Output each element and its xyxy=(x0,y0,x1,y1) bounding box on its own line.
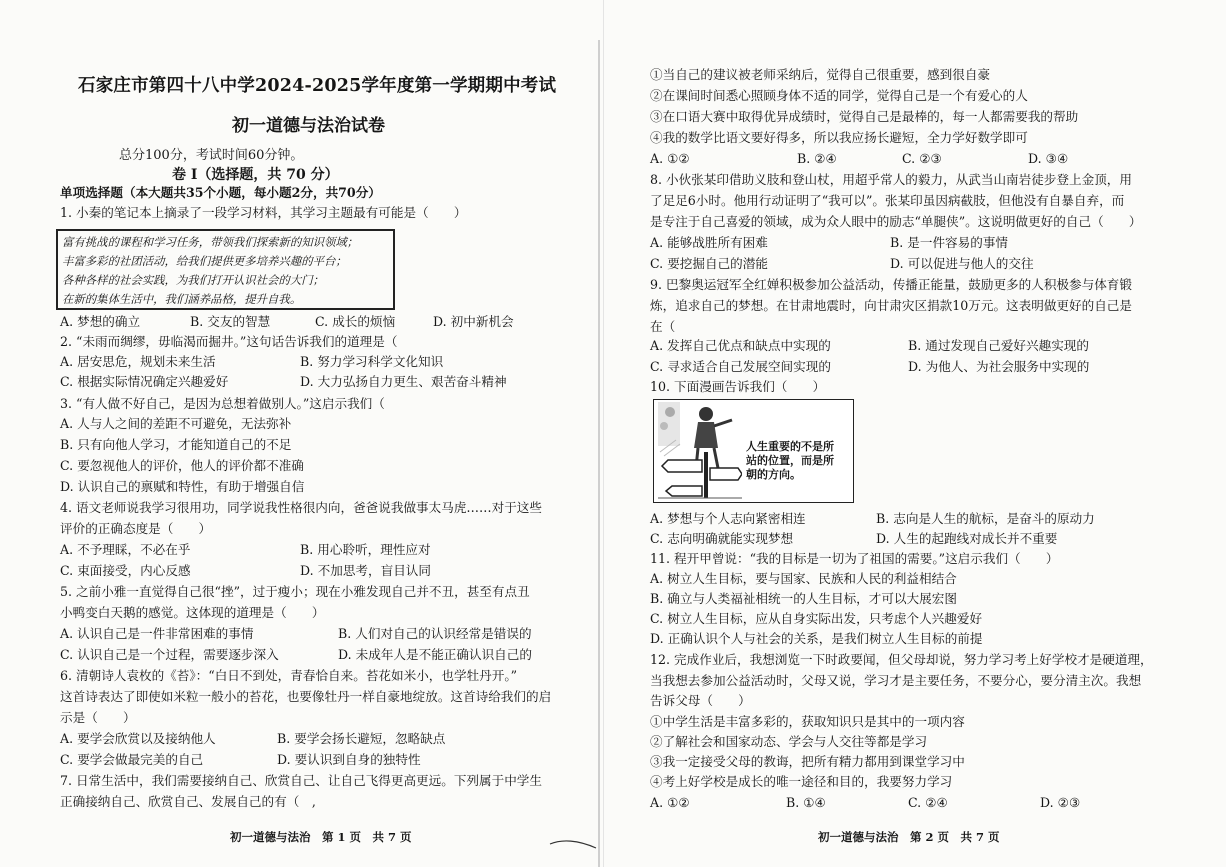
option-b[interactable]: B. 要学会扬长避短，忽略缺点 xyxy=(277,731,446,746)
question-10-stem: 10. 下面漫画告诉我们（ ） xyxy=(650,379,826,394)
option-b[interactable]: B. 确立与人类福祉相统一的人生目标，才可以大展宏图 xyxy=(650,591,957,606)
option-c[interactable]: C. 根据实际情况确定兴趣爱好 xyxy=(60,374,229,389)
option-c[interactable]: C. ②④ xyxy=(908,795,948,810)
question-4-stem: 评价的正确态度是（ ） xyxy=(60,521,212,536)
question-6-stem: 6. 清朝诗人袁枚的《苔》：“白日不到处，青春恰自来。苔花如米小，也学牡丹开。” xyxy=(60,668,518,683)
option-a[interactable]: A. 发挥自己优点和缺点中实现的 xyxy=(650,338,831,353)
option-d[interactable]: D. 大力弘扬自力更生、艰苦奋斗精神 xyxy=(300,374,507,389)
option-b[interactable]: B. 用心聆听，理性应对 xyxy=(300,542,431,557)
comic-caption-line: 人生重要的不是所 xyxy=(746,440,834,453)
comic-illustration xyxy=(653,399,854,503)
question-5-stem: 5. 之前小雅一直觉得自己很“挫”，过于瘦小；现在小雅发现自己并不丑，甚至有点丑 xyxy=(60,584,530,599)
option-d[interactable]: D. 不加思考，盲目认同 xyxy=(300,563,431,578)
question-8-stem: 了足足6小时。他用行动证明了“我可以”。张某印虽因病截肢，但他没有自暴自弃，而 xyxy=(650,193,1125,208)
pen-stroke-mark xyxy=(548,836,598,856)
question-8-options-row2 xyxy=(650,255,1190,273)
question-6-options-row1 xyxy=(60,730,580,748)
option-a[interactable]: A. 梦想的确立 xyxy=(60,314,141,329)
question-5-options-row2 xyxy=(60,646,580,664)
comic-caption-line: 朝的方向。 xyxy=(746,468,801,481)
question-5-stem: 小鸭变白天鹅的感觉。这体现的道理是（ ） xyxy=(60,605,325,620)
material-box xyxy=(56,229,395,310)
option-a[interactable]: A. 认识自己是一件非常困难的事情 xyxy=(60,626,254,641)
option-b[interactable]: B. 是一件容易的事情 xyxy=(890,235,1009,250)
option-b[interactable]: B. 人们对自己的认识经常是错误的 xyxy=(338,626,532,641)
page-footer: 初一道德与法治 第 2 页 共 7 页 xyxy=(818,830,1000,844)
question-4-stem: 4. 语文老师说我学习很用功，同学说我性格很内向，爸爸说我做事太马虎……对于这些 xyxy=(60,500,542,515)
option-d[interactable]: D. 认识自己的禀赋和特性，有助于增强自信 xyxy=(60,479,305,494)
question-7-options xyxy=(650,150,1190,168)
option-c[interactable]: C. 要忽视他人的评价，他人的评价都不准确 xyxy=(60,458,304,473)
question-12-item: ④考上好学校是成长的唯一途径和目的，我要努力学习 xyxy=(650,774,953,789)
question-3-stem: 3. “有人做不好自己，是因为总想着做别人。”这启示我们（ xyxy=(60,396,385,411)
page-footer: 初一道德与法治 第 1 页 共 7 页 xyxy=(230,830,412,844)
option-d[interactable]: D. 初中新机会 xyxy=(433,314,514,329)
question-2-options-row1 xyxy=(60,353,580,371)
option-a[interactable]: A. 人与人之间的差距不可避免，无法弥补 xyxy=(60,416,292,431)
option-b[interactable]: B. 交友的智慧 xyxy=(190,314,271,329)
option-c[interactable]: C. ②③ xyxy=(902,151,942,166)
comic-figure-image xyxy=(658,402,742,500)
question-1-options xyxy=(60,313,580,331)
question-2-options-row2 xyxy=(60,373,580,391)
exam-info: 总分100分，考试时间60分钟。 xyxy=(119,148,304,163)
section-title: 卷 Ⅰ（选择题，共 70 分） xyxy=(172,167,339,183)
option-d[interactable]: D. 正确认识个人与社会的关系，是我们树立人生目标的前提 xyxy=(650,631,983,646)
comic-caption xyxy=(746,440,834,482)
material-line: 丰富多彩的社团活动，给我们提供更多培养兴趣的平台； xyxy=(62,254,347,268)
question-12-options xyxy=(650,794,1190,812)
question-12-item: ③我一定接受父母的教诲，把所有精力都用到课堂学习中 xyxy=(650,754,965,769)
question-12-stem: 当我想去参加公益活动时，父母又说，学习才是主要任务，不要分心，要分清主次。我想 xyxy=(650,673,1142,688)
question-10-options-row1 xyxy=(650,510,1190,528)
option-a[interactable]: A. 树立人生目标，要与国家、民族和人民的利益相结合 xyxy=(650,571,957,586)
option-c[interactable]: C. 束面接受，内心反感 xyxy=(60,563,191,578)
instruction: 单项选择题（本大题共35个小题，每小题2分，共70分） xyxy=(60,185,381,200)
option-c[interactable]: C. 树立人生目标，应从自身实际出发，只考虑个人兴趣爱好 xyxy=(650,611,983,626)
option-c[interactable]: C. 志向明确就能实现梦想 xyxy=(650,531,794,546)
option-b[interactable]: B. 志向是人生的航标，是奋斗的原动力 xyxy=(876,511,1095,526)
material-line: 在新的集体生活中，我们涵养品格，提升自我。 xyxy=(62,292,302,306)
question-7-item: ②在课间时间悉心照顾身体不适的同学，觉得自己是一个有爱心的人 xyxy=(650,88,1028,103)
option-d[interactable]: D. ②③ xyxy=(1040,795,1081,810)
question-6-stem: 示是（ ） xyxy=(60,710,136,725)
question-2-stem: 2. “未雨而绸缪，毋临渴而掘井。”这句话告诉我们的道理是（ xyxy=(60,334,398,349)
question-9-stem: 9. 巴黎奥运冠军全红婵积极参加公益活动，传播正能量，鼓励更多的人积极参与体育锻 xyxy=(650,277,1132,292)
question-7-item: ①当自己的建议被老师采纳后，觉得自己很重要，感到很自豪 xyxy=(650,67,991,82)
option-a[interactable]: A. 梦想与个人志向紧密相连 xyxy=(650,511,806,526)
question-8-stem: 8. 小伙张某印借助义肢和登山杖，用超乎常人的毅力，从武当山南岩徒步登上金顶，用 xyxy=(650,172,1132,187)
material-line: 各种各样的社会实践，为我们打开认识社会的大门； xyxy=(62,273,324,287)
option-b[interactable]: B. 通过发现自己爱好兴趣实现的 xyxy=(908,338,1089,353)
question-12-item: ②了解社会和国家动态、学会与人交往等都是学习 xyxy=(650,734,928,749)
option-d[interactable]: D. ③④ xyxy=(1028,151,1069,166)
question-7-stem: 正确接纳自己、欣赏自己、发展自己的有（ , xyxy=(60,794,316,809)
question-12-stem: 告诉父母（ ） xyxy=(650,693,751,708)
material-line: 富有挑战的课程和学习任务，带领我们探索新的知识领域； xyxy=(62,235,359,249)
question-8-stem: 是专注于自己喜爱的领域，成为众人眼中的励志“单腿侠”。这说明做更好的自己（ ） xyxy=(650,214,1142,229)
option-a[interactable]: A. 不予理睬，不必在乎 xyxy=(60,542,191,557)
exam-page-1 xyxy=(0,0,606,867)
exam-subtitle: 初一道德与法治试卷 xyxy=(232,116,385,136)
question-11-stem: 11. 程开甲曾说：“我的目标是一切为了祖国的需要。”这启示我们（ ） xyxy=(650,551,1059,566)
question-7-stem: 7. 日常生活中，我们需要接纳自己、欣赏自己、让自己飞得更高更远。下列属于中学生 xyxy=(60,773,542,788)
option-d[interactable]: D. 未成年人是不能正确认识自己的 xyxy=(338,647,532,662)
option-a[interactable]: A. ①② xyxy=(650,795,690,810)
option-d[interactable]: D. 人生的起跑线对成长并不重要 xyxy=(876,531,1058,546)
option-a[interactable]: A. 居安思危，规划未来生活 xyxy=(60,354,216,369)
option-b[interactable]: B. 只有向他人学习，才能知道自己的不足 xyxy=(60,437,292,452)
option-a[interactable]: A. ①② xyxy=(650,151,690,166)
exam-title: 石家庄市第四十八中学2024-2025学年度第一学期期中考试 xyxy=(78,76,557,96)
option-d[interactable]: D. 要认识到自身的独特性 xyxy=(277,752,421,767)
question-12-stem: 12. 完成作业后，我想浏览一下时政要闻，但父母却说，努力学习考上好学校才是硬道理， xyxy=(650,652,1153,667)
option-b[interactable]: B. ①④ xyxy=(786,795,826,810)
question-9-options-row2 xyxy=(650,358,1190,376)
option-c[interactable]: C. 要挖掘自己的潜能 xyxy=(650,256,768,271)
question-10-options-row2 xyxy=(650,530,1190,548)
question-5-options-row1 xyxy=(60,625,580,643)
option-c[interactable]: C. 寻求适合自己发展空间实现的 xyxy=(650,359,831,374)
question-7-item: ③在口语大赛中取得优异成绩时，觉得自己是最棒的，每一人都需要我的帮助 xyxy=(650,109,1079,124)
option-c[interactable]: C. 要学会做最完美的自己 xyxy=(60,752,204,767)
option-c[interactable]: C. 成长的烦恼 xyxy=(315,314,396,329)
question-4-options-row1 xyxy=(60,541,580,559)
question-7-item: ④我的数学比语文要好得多，所以我应扬长避短，全力学好数学即可 xyxy=(650,130,1028,145)
question-6-stem: 这首诗表达了即使如米粒一般小的苔花，也要像牡丹一样自豪地绽放。这首诗给我们的启 xyxy=(60,689,552,704)
question-9-stem: 炼，追求自己的梦想。在甘肃地震时，向甘肃灾区捐款10万元。这表明做更好的自己是 xyxy=(650,298,1132,313)
question-6-options-row2 xyxy=(60,751,580,769)
comic-caption-line: 站的位置，而是所 xyxy=(746,454,834,467)
option-c[interactable]: C. 认识自己是一个过程，需要逐步深入 xyxy=(60,647,279,662)
option-b[interactable]: B. 努力学习科学文化知识 xyxy=(300,354,444,369)
option-a[interactable]: A. 要学会欣赏以及接纳他人 xyxy=(60,731,216,746)
question-9-options-row1 xyxy=(650,337,1190,355)
option-a[interactable]: A. 能够战胜所有困难 xyxy=(650,235,768,250)
question-12-item: ①中学生活是丰富多彩的，获取知识只是其中的一项内容 xyxy=(650,714,965,729)
question-9-stem: 在（ xyxy=(650,319,676,334)
option-d[interactable]: D. 可以促进与他人的交往 xyxy=(890,256,1034,271)
option-b[interactable]: B. ②④ xyxy=(797,151,837,166)
question-4-options-row2 xyxy=(60,562,580,580)
option-d[interactable]: D. 为他人、为社会服务中实现的 xyxy=(908,359,1090,374)
question-8-options-row1 xyxy=(650,234,1190,252)
question-1-stem: 1. 小秦的笔记本上摘录了一段学习材料，其学习主题最有可能是（ ） xyxy=(60,205,467,220)
